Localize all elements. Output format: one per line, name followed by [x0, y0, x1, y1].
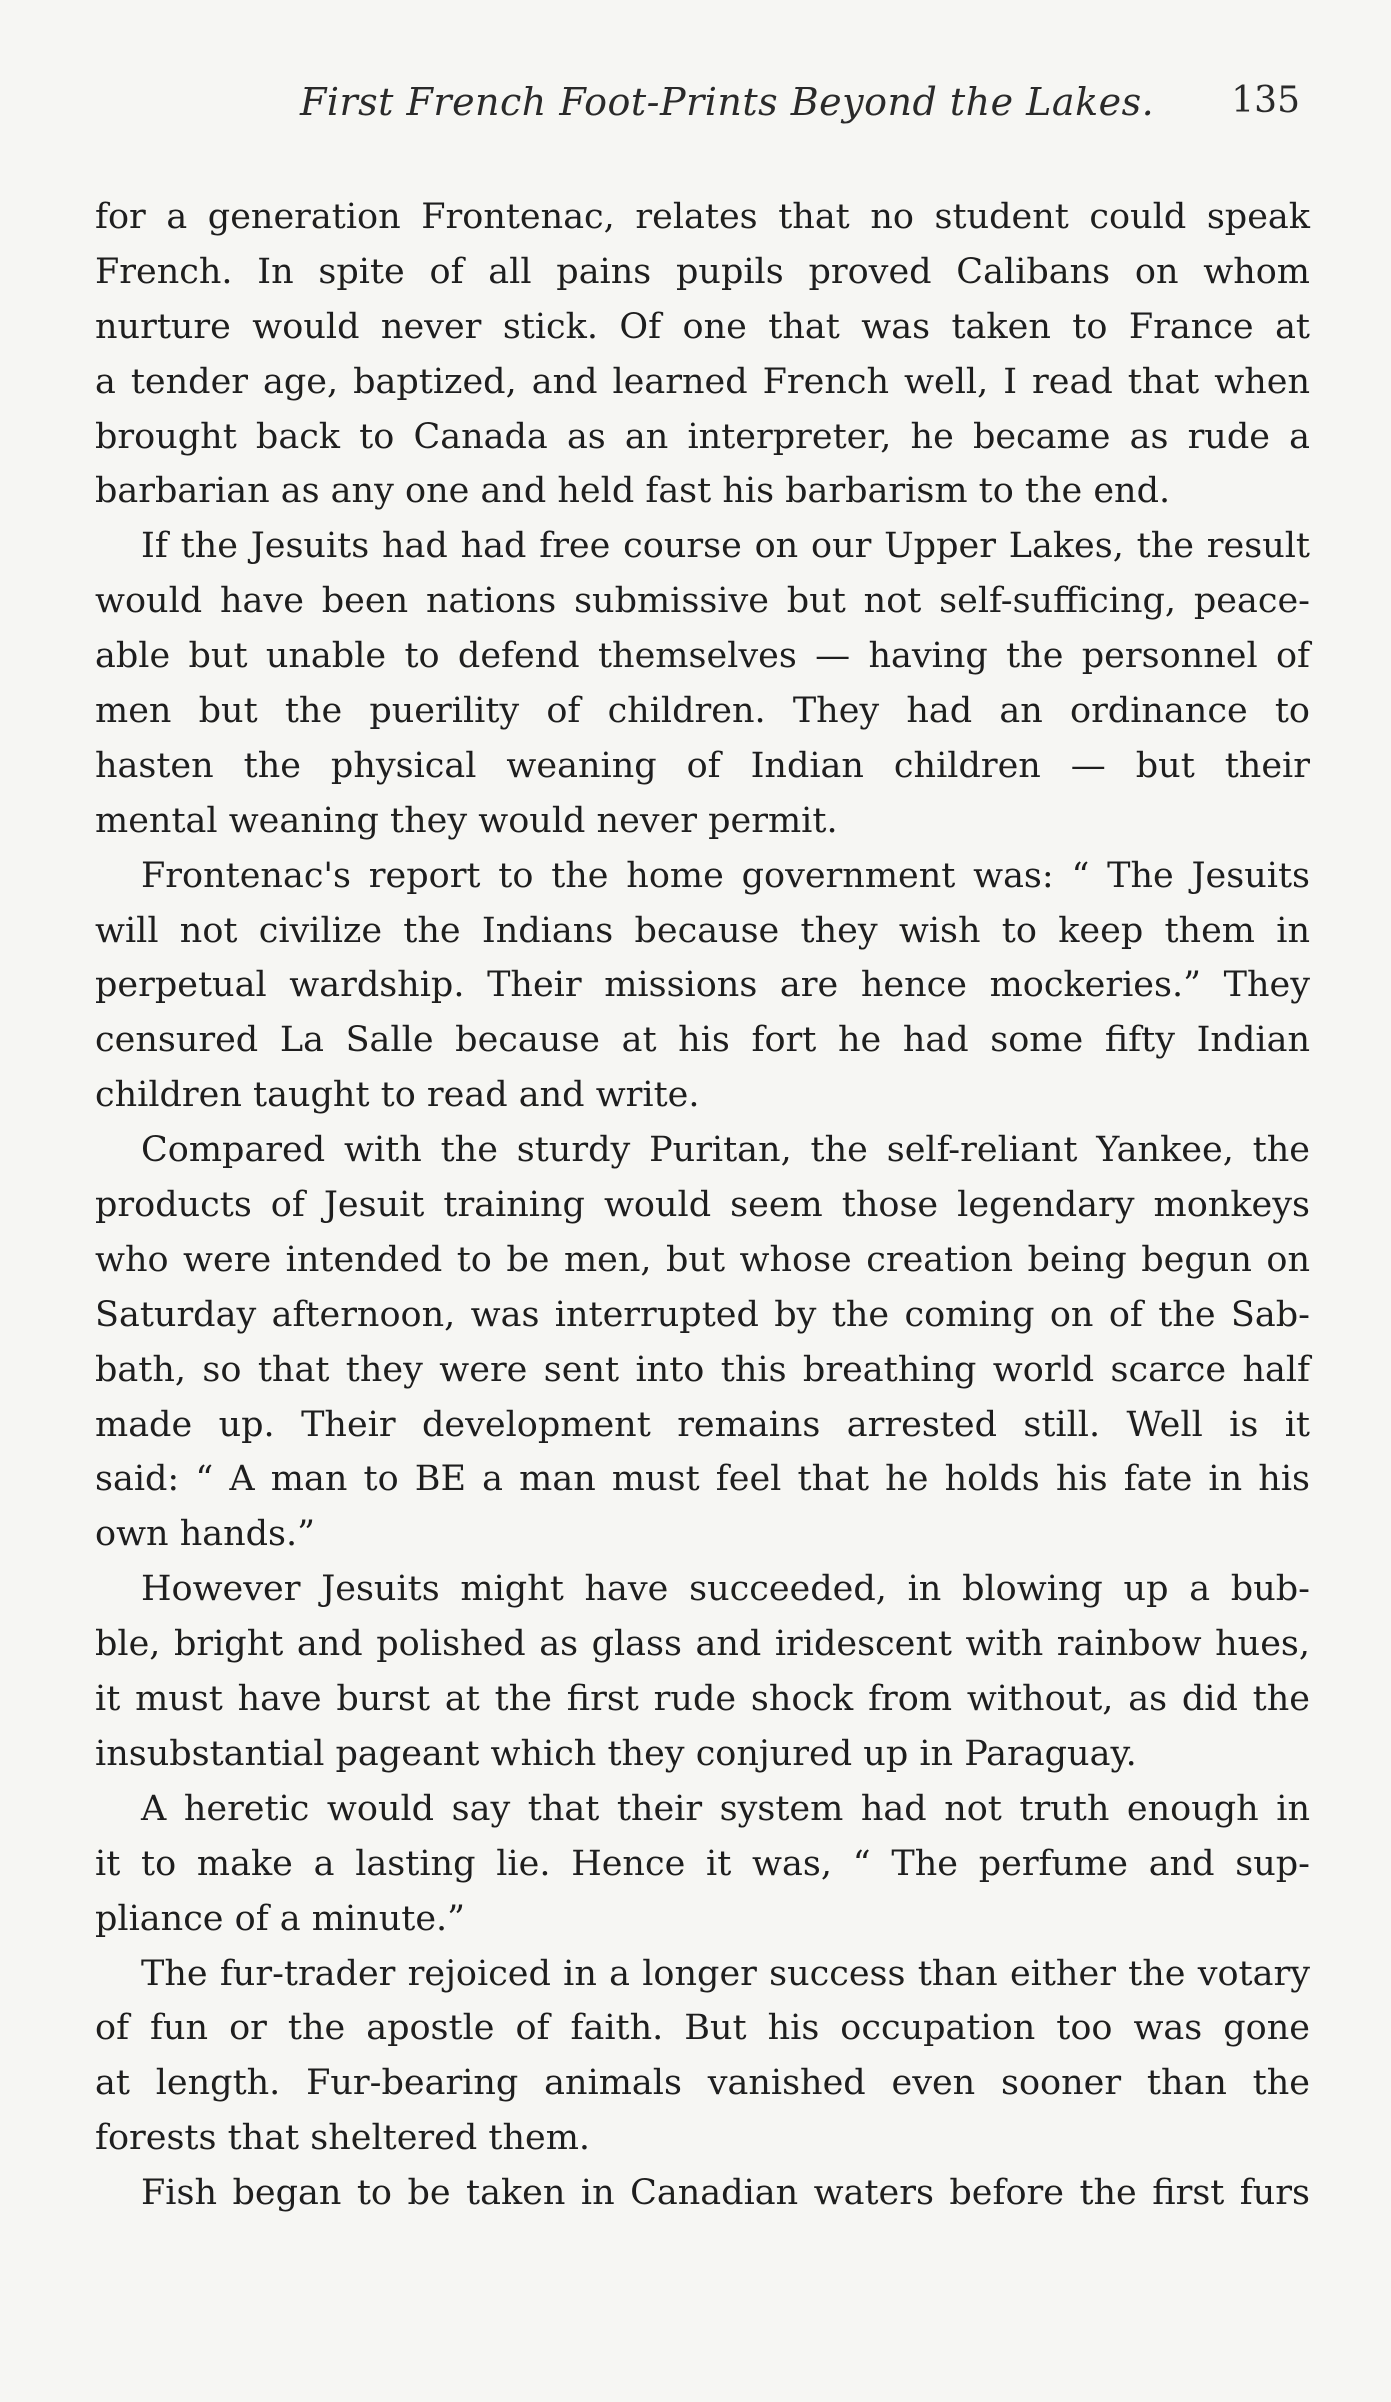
- text-line: brought back to Canada as an interpreter, he became as rude a: [95, 416, 1310, 457]
- text-line: men but the puerility of children. They had an ordinance to: [95, 691, 1310, 732]
- text-line: who were intended to be men, but whose creation being begun on: [95, 1239, 1310, 1280]
- text-line: would have been nations submissive but not self-sufficing, peace-: [95, 581, 1310, 622]
- text-line: will not civilize the Indians because they wish to keep them in: [95, 910, 1310, 951]
- text-line: ble, bright and polished as glass and iridescent with rainbow hues,: [95, 1624, 1310, 1665]
- text-line: hasten the physical weaning of Indian children — but their: [95, 745, 1310, 786]
- text-line: own hands.”: [95, 1514, 316, 1555]
- text-line: children taught to read and write.: [95, 1075, 700, 1116]
- text-line: pliance of a minute.”: [95, 1898, 466, 1939]
- text-line: A heretic would say that their system had not truth enough in: [141, 1788, 1310, 1829]
- text-line: products of Jesuit training would seem those legendary monkeys: [95, 1185, 1310, 1226]
- text-line: nurture would never stick. Of one that was taken to France at: [95, 306, 1310, 347]
- text-line: for a generation Frontenac, relates that no student could speak: [95, 197, 1310, 237]
- text-line: made up. Their development remains arrested still. Well is it: [95, 1404, 1310, 1445]
- text-line: insubstantial pageant which they conjured up in Paraguay.: [95, 1733, 1137, 1774]
- text-line: The fur-trader rejoiced in a longer success than either the votary: [141, 1953, 1310, 1994]
- text-line: said: “ A man to BE a man must feel that he holds his fate in his: [95, 1459, 1310, 1500]
- text-line: forests that sheltered them.: [95, 2118, 591, 2159]
- text-line: Compared with the sturdy Puritan, the self-reliant Yankee, the: [141, 1130, 1310, 1171]
- text-line: it to make a lasting lie. Hence it was, “ The perfume and sup-: [95, 1843, 1310, 1884]
- body-text: [95, 190, 1310, 2221]
- text-line: If the Jesuits had had free course on our Upper Lakes, the result: [141, 526, 1310, 567]
- text-line: barbarian as any one and held fast his barbarism to the end.: [95, 471, 1171, 512]
- text-line: censured La Salle because at his fort he had some fifty Indian: [95, 1020, 1310, 1061]
- text-line: able but unable to defend themselves — having the personnel of: [95, 636, 1310, 677]
- text-line: bath, so that they were sent into this breathing world scarce half: [95, 1349, 1310, 1390]
- text-line: a tender age, baptized, and learned French well, I read that when: [95, 361, 1310, 402]
- text-line: Fish began to be taken in Canadian waters before the first furs: [141, 2173, 1310, 2214]
- text-line: at length. Fur-bearing animals vanished even sooner than the: [95, 2063, 1310, 2104]
- text-line: However Jesuits might have succeeded, in blowing up a bub-: [141, 1569, 1310, 1610]
- running-title: First French Foot-Prints Beyond the Lakes.: [300, 80, 1155, 124]
- text-line: of fun or the apostle of faith. But his occupation too was gone: [95, 2008, 1310, 2049]
- text-line: perpetual wardship. Their missions are hence mockeries.” They: [95, 965, 1310, 1006]
- text-line: French. In spite of all pains pupils proved Calibans on whom: [95, 251, 1310, 292]
- page-header: [300, 80, 1300, 140]
- text-line: Saturday afternoon, was interrupted by the coming on of the Sab-: [95, 1294, 1310, 1335]
- text-line: Frontenac's report to the home government was: “ The Jesuits: [141, 855, 1310, 896]
- text-line: it must have burst at the first rude shock from without, as did the: [95, 1679, 1310, 1720]
- page-number: 135: [1231, 80, 1300, 121]
- text-line: mental weaning they would never permit.: [95, 800, 838, 841]
